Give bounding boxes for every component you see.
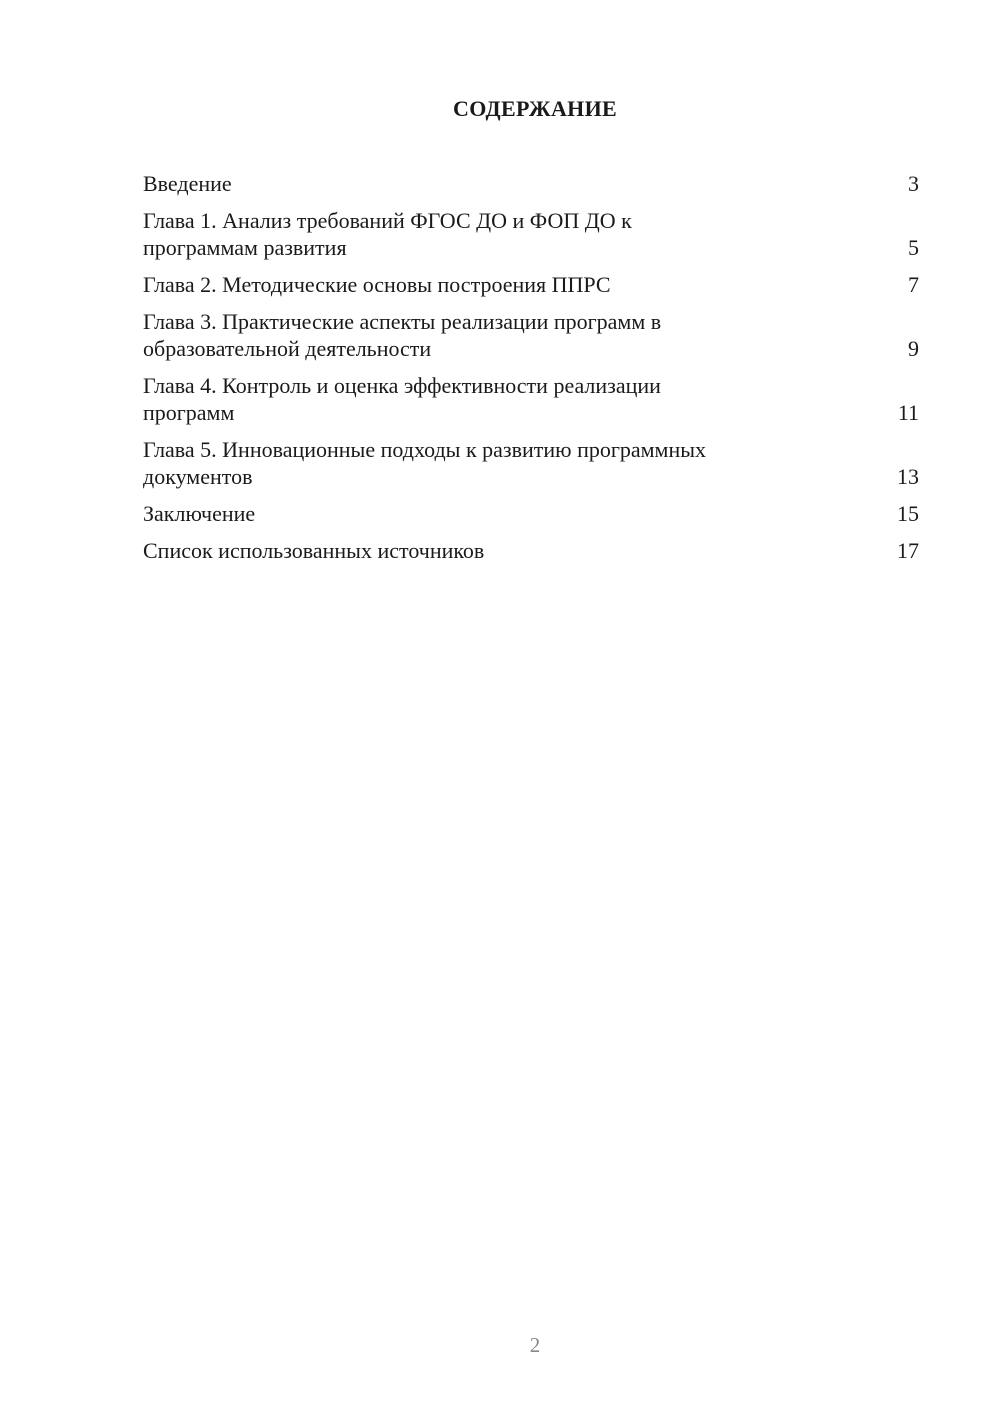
toc-entry-title: Список использованных источников (143, 538, 485, 563)
toc-entry-title: Заключение (143, 501, 256, 526)
toc-entry-title: Введение (143, 171, 232, 196)
toc-entry-chapter-5 (143, 436, 919, 490)
toc-entry-page-number: 15 (897, 501, 919, 526)
toc-entry-introduction (143, 170, 919, 197)
table-of-contents (143, 170, 919, 574)
toc-entry-page-number: 13 (897, 464, 919, 489)
toc-entry-title: Глава 5. Инновационные подходы к развитию программных документов (143, 437, 707, 489)
toc-entry-page-number: 9 (908, 336, 919, 361)
toc-entry-title: Глава 1. Анализ требований ФГОС ДО и ФОП ДО к программам развития (143, 208, 632, 260)
toc-entry-page-number: 11 (897, 400, 919, 425)
page-number: 2 (529, 1333, 541, 1357)
toc-entry-chapter-4 (143, 372, 919, 426)
page-title: СОДЕРЖАНИЕ (453, 96, 617, 121)
toc-entry-chapter-1 (143, 207, 919, 261)
toc-entry-page-number: 3 (908, 171, 919, 196)
toc-entry-chapter-2 (143, 271, 919, 298)
toc-entry-title: Глава 3. Практические аспекты реализации программ в образовательной деятельности (143, 309, 662, 361)
toc-entry-page-number: 7 (908, 272, 919, 297)
toc-entry-page-number: 17 (897, 538, 919, 563)
toc-entry-chapter-3 (143, 308, 919, 362)
toc-entry-title: Глава 2. Методические основы построения ППРС (143, 272, 611, 297)
toc-entry-references (143, 537, 919, 564)
toc-entry-title: Глава 4. Контроль и оценка эффективности реализации программ (143, 373, 661, 425)
toc-entry-conclusion (143, 500, 919, 527)
toc-entry-page-number: 5 (908, 235, 919, 260)
